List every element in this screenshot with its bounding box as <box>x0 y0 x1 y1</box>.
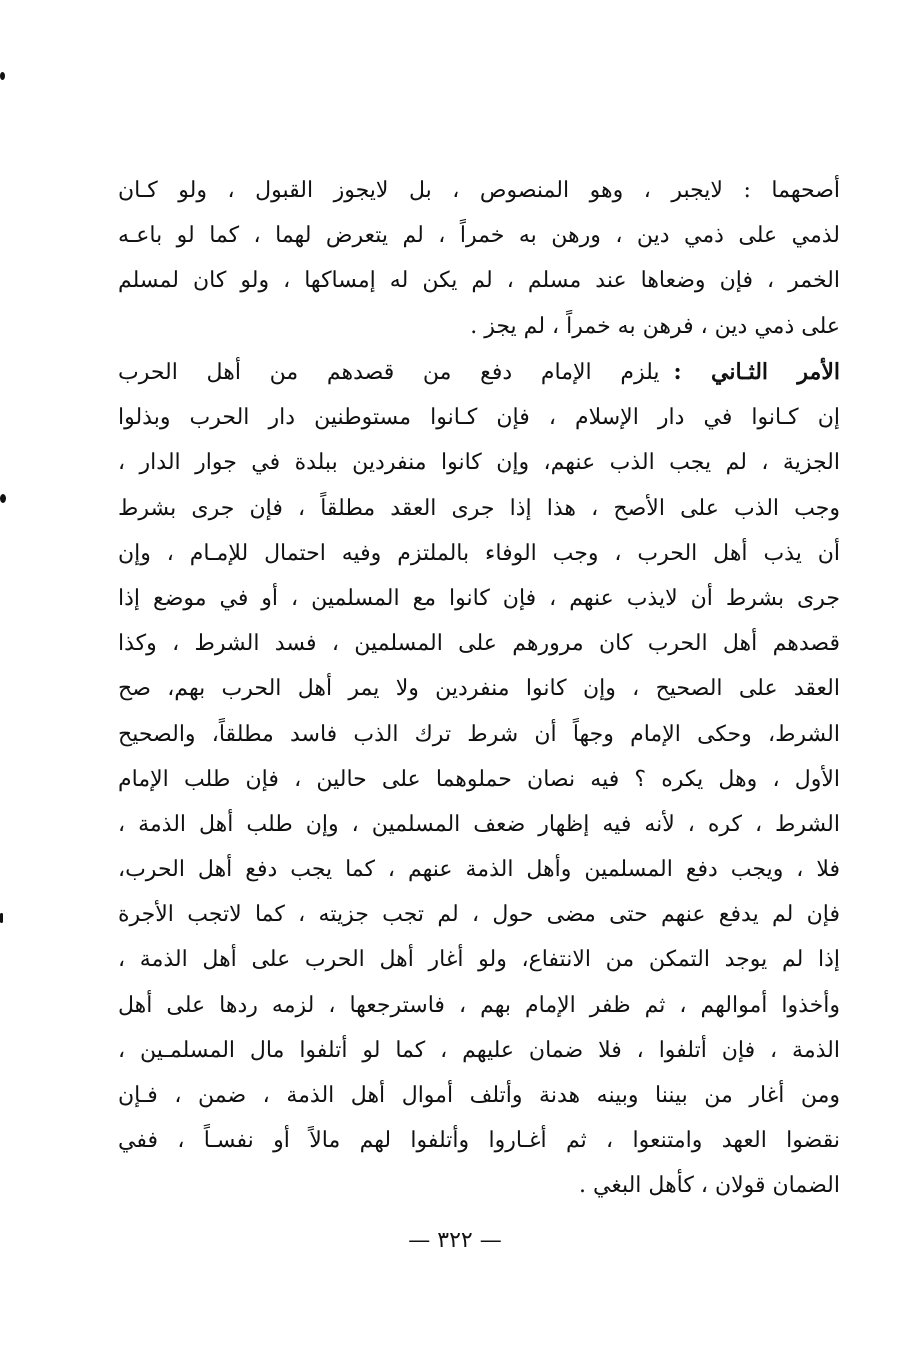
text-line: نقضوا العهد وامتنعوا ، ثم أغـاروا وأتلفوا لهم مالاً أو نفسـاً ، ففي <box>118 1128 840 1154</box>
text-line: الشرط ، كره ، لأنه فيه إظهار ضعف المسلمين ، وإن طلب أهل الذمة ، <box>118 811 840 837</box>
text-line: قصدهم أهل الحرب كان مرورهم على المسلمين ، فسد الشرط ، وكذا <box>118 631 840 657</box>
text-line: فإن لم يدفع عنهم حتى مضى حول ، لم تجب جزيته ، كما لاتجب الأجرة <box>118 902 840 928</box>
text-line-rest: يلزم الإمام دفع من قصدهم من أهل الحرب <box>118 360 660 385</box>
text-line: إن كـانوا في دار الإسلام ، فإن كـانوا مستوطنين دار الحرب وبذلوا <box>118 405 840 431</box>
text-line: فلا ، ويجب دفع المسلمين وأهل الذمة عنهم ، كما يجب دفع أهل الحرب، <box>118 857 840 883</box>
margin-ink-mark <box>0 72 5 80</box>
text-line: الجزية ، لم يجب الذب عنهم، وإن كانوا منفردين ببلدة في جوار الدار ، <box>118 450 840 476</box>
text-line: جرى بشرط أن لايذب عنهم ، فإن كانوا مع المسلمين ، أو في موضع إذا <box>118 585 840 611</box>
text-line: الذمة ، فإن أتلفوا ، فلا ضمان عليهم ، كما لو أتلفوا مال المسلمـين ، <box>118 1037 840 1063</box>
paragraph-2 <box>118 350 840 1209</box>
text-line: على ذمي دين ، فرهن به خمراً ، لم يجز . <box>470 313 840 339</box>
text-line: إذا لم يوجد التمكن من الانتفاع، ولو أغار أهل الحرب على أهل الذمة ، <box>118 947 840 973</box>
text-line: الشرط، وحكى الإمام وجهاً أن شرط ترك الذب فاسد مطلقاً، والصحيح <box>118 721 840 747</box>
margin-ink-mark <box>0 494 6 503</box>
text-line: وأخذوا أموالهم ، ثم ظفر الإمام بهم ، فاسترجعها ، لزمه ردها على أهل <box>118 992 840 1018</box>
text-line: الضمان قولان ، كأهل البغي . <box>579 1173 840 1199</box>
text-line: العقد على الصحيح ، وإن كانوا منفردين ولا يمر أهل الحرب بهم، صح <box>118 676 840 702</box>
text-line: أصحهما : لايجبر ، وهو المنصوص ، بل لايجوز القبول ، ولو كـان <box>118 178 840 203</box>
text-line: وجب الذب على الأصح ، هذا إذا جرى العقد مطلقاً ، فإن جرى بشرط <box>118 495 840 521</box>
text-line: الأول ، وهل يكره ؟ فيه نصان حملوهما على حالين ، فإن طلب الإمام <box>118 766 840 792</box>
text-line: الخمر ، فإن وضعاها عند مسلم ، لم يكن له إمساكها ، ولو كان لمسلم <box>118 268 840 294</box>
text-line: ومن أغار من بيننا وبينه هدنة وأتلف أموال أهل الذمة ، ضمن ، فـإن <box>118 1083 840 1108</box>
margin-ink-mark <box>0 913 3 923</box>
page-number: — ٣٢٢ — <box>408 1228 502 1253</box>
section-heading: الأمر الثـاني : <box>673 359 840 385</box>
text-line: أن يذب أهل الحرب ، وجب الوفاء بالملتزم وفيه احتمال للإمـام ، وإن <box>118 540 840 566</box>
paragraph-1 <box>118 168 840 349</box>
text-line-with-heading <box>118 350 840 395</box>
text-line: لذمي على ذمي دين ، ورهن به خمراً ، لم يتعرض لهما ، كما لو باعـه <box>118 223 840 249</box>
